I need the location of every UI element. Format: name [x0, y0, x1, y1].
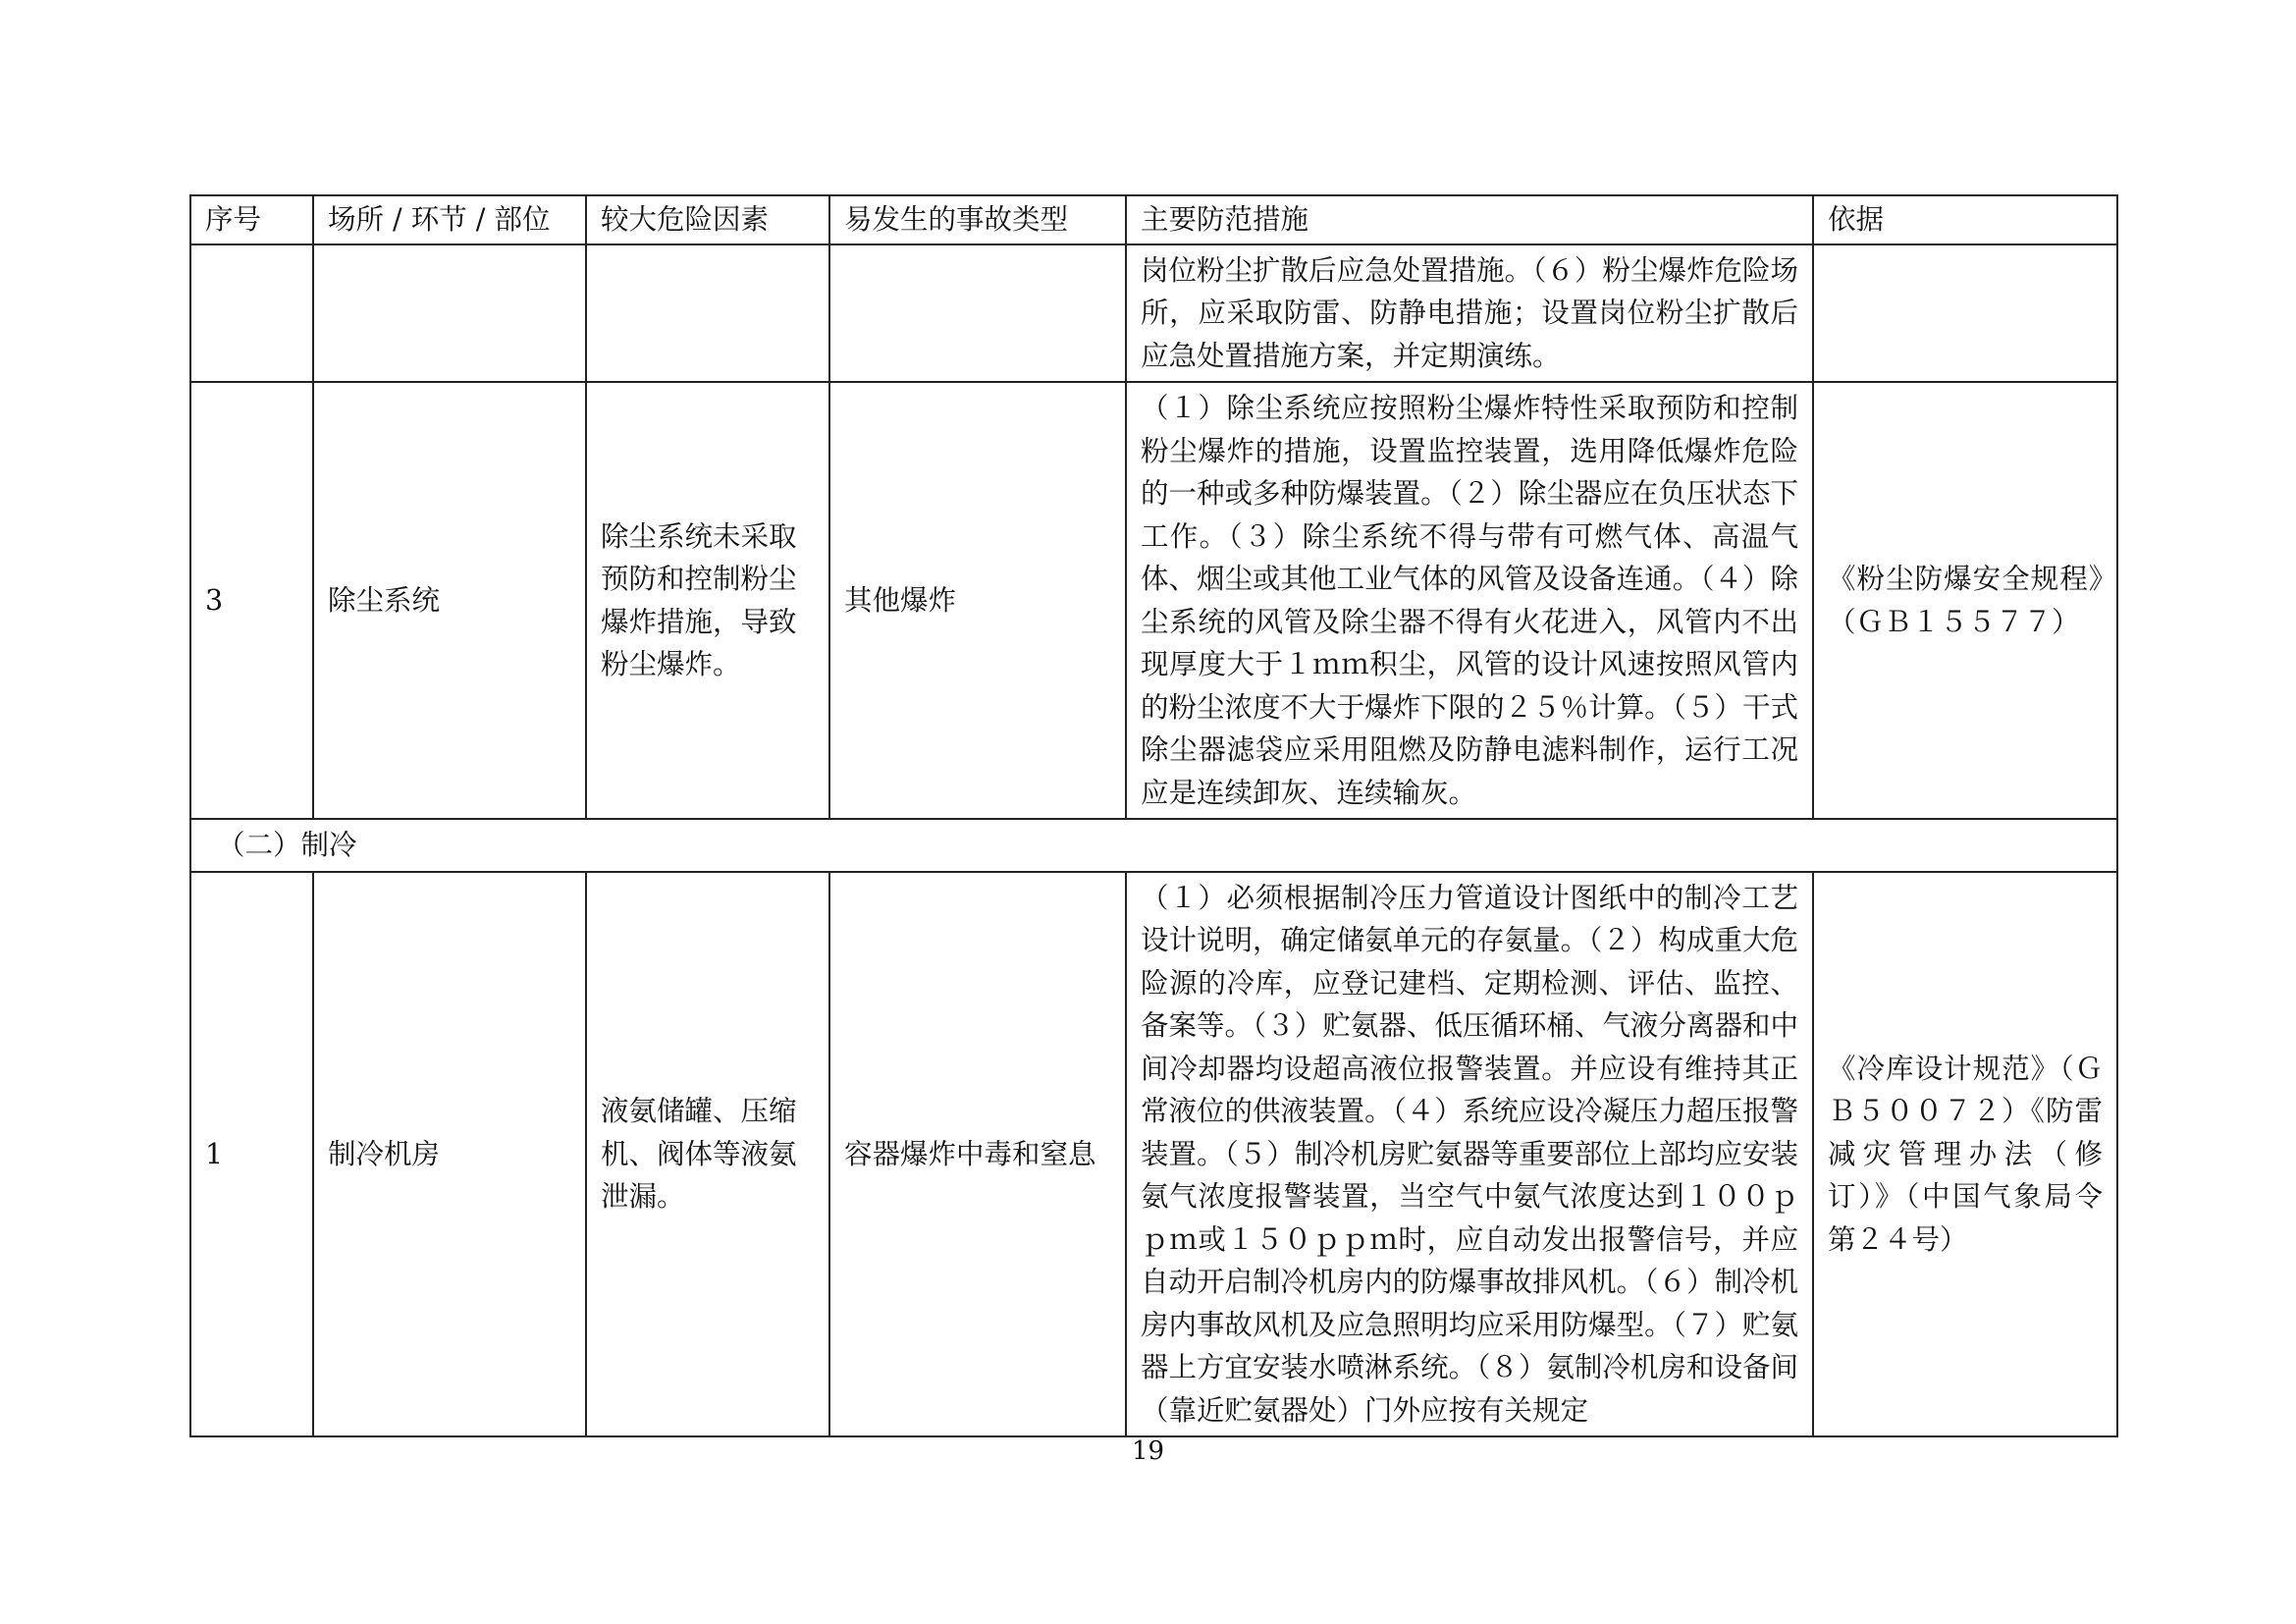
cell-hazard: 液氨储罐、压缩机、阀体等液氨泄漏。 — [586, 872, 829, 1437]
cell-place: 除尘系统 — [313, 382, 586, 819]
cell-no: 3 — [190, 382, 313, 819]
cell-no — [190, 244, 313, 383]
header-no: 序号 — [190, 195, 313, 244]
page-number: 19 — [1131, 1436, 1165, 1466]
table-row — [190, 872, 2117, 1437]
section-title: （二）制冷 — [190, 819, 2117, 872]
cell-measures: （１）必须根据制冷压力管道设计图纸中的制冷工艺设计说明，确定储氨单元的存氨量。（２）构成重大危险源的冷库，应登记建档、定期检测、评估、监控、备案等。（３）贮氨器、低压循环桶、气液分离器和中间冷却器均设超高液位报警装置。并应设有维持其正常液位的供液装置。（４）系统应设冷凝压力超压报警装置。（５）制冷机房贮氨器等重要部位上部均应安装氨气浓度报警装置，当空气中氨气浓度达到１００ｐｐｍ或１５０ｐｐｍ时，应自动发出报警信号，并应自动开启制冷机房内的防爆事故排风机。（６）制冷机房内事故风机及应急照明均应采用防爆型。（７）贮氨器上方宜安装水喷淋系统。（８）氨制冷机房和设备间（靠近贮氨器处）门外应按有关规定 — [1126, 872, 1813, 1437]
hazard-table — [189, 194, 2118, 1437]
cell-accident: 其他爆炸 — [829, 382, 1126, 819]
cell-place: 制冷机房 — [313, 872, 586, 1437]
table-header-row — [190, 195, 2117, 244]
cell-measures: 岗位粉尘扩散后应急处置措施。（６）粉尘爆炸危险场所，应采取防雷、防静电措施；设置岗位粉尘扩散后应急处置措施方案，并定期演练。 — [1126, 244, 1813, 383]
cell-place — [313, 244, 586, 383]
cell-hazard: 除尘系统未采取预防和控制粉尘爆炸措施，导致粉尘爆炸。 — [586, 382, 829, 819]
header-hazard: 较大危险因素 — [586, 195, 829, 244]
header-measures: 主要防范措施 — [1126, 195, 1813, 244]
table-row — [190, 244, 2117, 383]
cell-hazard — [586, 244, 829, 383]
table-row — [190, 382, 2117, 819]
cell-basis: 《冷库设计规范》（ＧＢ５００７２）《防雷减灾管理办法（修订）》（中国气象局令第２４号） — [1813, 872, 2117, 1437]
cell-measures: （１）除尘系统应按照粉尘爆炸特性采取预防和控制粉尘爆炸的措施，设置监控装置，选用降低爆炸危险的一种或多种防爆装置。（２）除尘器应在负压状态下工作。（３）除尘系统不得与带有可燃气体、高温气体、烟尘或其他工业气体的风管及设备连通。（４）除尘系统的风管及除尘器不得有火花进入，风管内不出现厚度大于１ｍｍ积尘，风管的设计风速按照风管内的粉尘浓度不大于爆炸下限的２５％计算。（５）干式除尘器滤袋应采用阻燃及防静电滤料制作，运行工况应是连续卸灰、连续输灰。 — [1126, 382, 1813, 819]
cell-accident: 容器爆炸中毒和窒息 — [829, 872, 1126, 1437]
header-basis: 依据 — [1813, 195, 2117, 244]
cell-accident — [829, 244, 1126, 383]
header-accident: 易发生的事故类型 — [829, 195, 1126, 244]
cell-basis — [1813, 244, 2117, 383]
cell-no: 1 — [190, 872, 313, 1437]
header-place: 场所 / 环节 / 部位 — [313, 195, 586, 244]
section-row — [190, 819, 2117, 872]
cell-basis: 《粉尘防爆安全规程》（ＧＢ１５５７７） — [1813, 382, 2117, 819]
